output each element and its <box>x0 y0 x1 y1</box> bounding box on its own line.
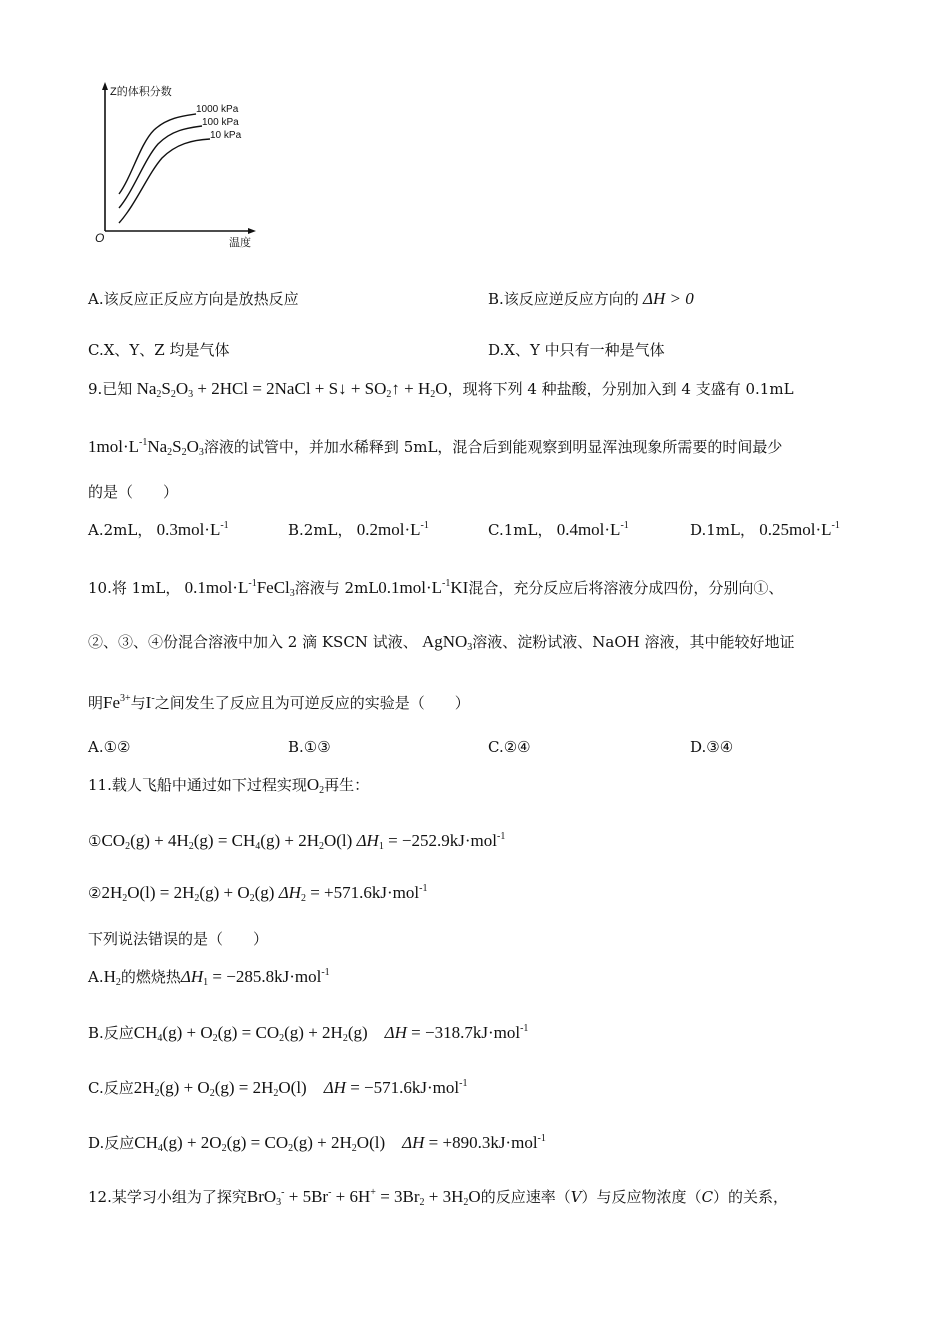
q10-fe3: $Fe^{3+}$ <box>103 693 131 712</box>
q8-option-a: A.该反应正反应方向是放热反应 <box>88 290 299 308</box>
q8-option-b-formula: ΔH > 0 <box>638 289 694 308</box>
x-axis-label: 温度 <box>229 237 251 249</box>
q11-option-c-label: C.反应 <box>88 1079 134 1097</box>
q9-line-1 <box>88 378 794 406</box>
q12-equation: $BrO_3^- + 5Br^- + 6H^+ = 3Br_2 + 3H_2O$ <box>246 1187 481 1208</box>
q11-reaction-2-formula: $2H_2O(l) = 2H_2(g) + O_2(g) \Delta H_2 = +571.6kJ\cdot mol^{-1}$ <box>101 883 428 904</box>
q11-reaction-2 <box>88 878 427 910</box>
q9-option-a-conc: $0.3mol\cdot L^{-1}$ <box>152 520 229 539</box>
q10-option-d: D.③④ <box>690 738 734 756</box>
q11-option-d-label: D.反应 <box>88 1134 135 1152</box>
y-axis-label: Z的体积分数 <box>110 86 172 98</box>
q9-option-d-label: D.1mL， <box>690 521 755 539</box>
q9-text-3: 溶液的试管中，并加水稀释到 5mL，混合后到能观察到明显浑浊现象所需要的时间最少 <box>203 438 783 456</box>
q8-option-b-text: B.该反应逆反应方向的 <box>488 290 639 308</box>
q11-option-b <box>88 1018 528 1050</box>
q10-fecl3: $0.1mol\cdot L^{-1}FeCl_3$ <box>180 578 295 599</box>
q11-prompt: 下列说法错误的是（ ） <box>88 930 269 948</box>
q9-option-c <box>488 515 629 541</box>
q11-line-1 <box>88 774 369 802</box>
q9-option-b-label: B.2mL， <box>288 521 353 539</box>
q11-reaction-1-formula: $CO_2(g) + 4H_2(g) = CH_4(g) + 2H_2O(l) \Delta H_1 = -252.9kJ\cdot mol^{-1}$ <box>101 831 506 852</box>
q10-text-4: ②、③、④份混合溶液中加入 2 滴 KSCN 试液、 <box>88 633 418 651</box>
q10-text-3: 混合，充分反应后将溶液分成四份，分别向①、 <box>468 579 784 597</box>
q9-text-1: 9.已知 <box>88 380 133 398</box>
q9-line-2 <box>88 432 782 464</box>
q9-conc: $1mol\cdot L^{-1}Na_2S_2O_3$ <box>88 437 204 458</box>
q10-option-c: C.②④ <box>488 738 531 756</box>
q9-option-a-label: A.2mL， <box>88 521 153 539</box>
q10-text-6: 明 <box>88 694 104 712</box>
curve-1000kpa <box>119 114 196 194</box>
q12-line-1 <box>88 1182 788 1214</box>
q11-text-2: 再生： <box>324 776 370 794</box>
q10-agno3: AgNO$_3$ <box>417 632 473 653</box>
q11-option-c <box>88 1073 467 1105</box>
q11-option-c-formula: $2H_2(g) + O_2(g) = 2H_2O(l)$ ΔH = −571.6kJ·mol$^{-1}$ <box>133 1078 468 1099</box>
legend-1000kpa: 1000 kPa <box>196 104 239 115</box>
q12-text-3: ）与反应物浓度（ <box>581 1188 702 1206</box>
q12-c: C <box>701 1188 714 1206</box>
q11-marker-1: ① <box>88 832 102 850</box>
curve-100kpa <box>119 126 202 208</box>
q10-iodide: I- <box>145 693 155 712</box>
q12-v: V <box>570 1188 582 1206</box>
q8-option-b <box>488 288 694 310</box>
q10-option-a: A.①② <box>88 738 131 756</box>
q9-option-a <box>88 515 229 541</box>
curve-10kpa <box>119 139 210 223</box>
q11-option-d <box>88 1128 546 1160</box>
q10-option-b: B.①③ <box>288 738 331 756</box>
q11-option-a-text: 的燃烧热 <box>120 968 181 986</box>
q9-option-b-conc: $0.2mol\cdot L^{-1}$ <box>352 520 429 539</box>
q8-option-c: C.X、Y、Z 均是气体 <box>88 341 230 359</box>
q11-reaction-1 <box>88 826 505 858</box>
q9-option-d-conc: $0.25mol\cdot L^{-1}$ <box>755 520 840 539</box>
q10-ki: $0.1mol\cdot L^{-1}KI$ <box>378 578 469 597</box>
q10-text-5: 溶液、淀粉试液、NaOH 溶液，其中能较好地证 <box>472 633 795 651</box>
q10-text-7: 与 <box>130 694 146 712</box>
legend-10kpa: 10 kPa <box>210 130 242 141</box>
q11-marker-2: ② <box>88 884 102 902</box>
q8-option-d: D.X、Y 中只有一种是气体 <box>488 341 665 359</box>
q9-option-d <box>690 515 840 541</box>
q10-text-8: 之间发生了反应且为可逆反应的实验是（ ） <box>154 694 470 712</box>
q10-line-1 <box>88 573 783 605</box>
q11-option-a-label: A. <box>88 968 104 986</box>
x-axis-arrow <box>248 228 256 234</box>
q10-text-2: 溶液与 2mL <box>294 579 379 597</box>
q10-line-3 <box>88 688 470 714</box>
pressure-temperature-chart <box>92 78 262 250</box>
q9-option-b <box>288 515 429 541</box>
q11-option-a-h2: $H_2$ <box>103 967 121 988</box>
q9-text-2: ，现将下列 4 种盐酸，分别加入到 4 支盛有 0.1mL <box>447 380 794 398</box>
q11-option-a <box>88 962 330 994</box>
q12-text-1: 12.某学习小组为了探究 <box>88 1188 247 1206</box>
origin-label: O <box>95 231 105 245</box>
q11-option-d-formula: $CH_4(g) + 2O_2(g) = CO_2(g) + 2H_2O(l)$ ΔH = +890.3kJ·mol$^{-1}$ <box>134 1133 546 1154</box>
q9-option-c-label: C.1mL， <box>488 521 553 539</box>
q9-equation: $Na_2S_2O_3 + 2HCl$ = 2NaCl + S↓ + $SO_2↑ + H_2O$ <box>132 379 448 400</box>
q10-line-2 <box>88 631 795 659</box>
q11-text-1: 11.载人飞船中通过如下过程实现 <box>88 776 307 794</box>
q11-option-b-label: B.反应 <box>88 1024 134 1042</box>
q12-text-2: 的反应速率（ <box>480 1188 571 1206</box>
q12-text-4: ）的关系， <box>713 1188 789 1206</box>
q10-text-1: 10.将 1mL， <box>88 579 181 597</box>
q11-o2: $O_2$ <box>306 775 325 796</box>
q9-option-c-conc: $0.4mol\cdot L^{-1}$ <box>552 520 629 539</box>
q11-option-b-formula: $CH_4(g) + O_2(g) = CO_2(g) + 2H_2(g)$ ΔH = −318.7kJ·mol$^{-1}$ <box>133 1023 529 1044</box>
y-axis-arrow <box>102 82 108 90</box>
q9-line-3: 的是（ ） <box>88 483 179 501</box>
q11-option-a-formula: $\Delta H_1 = -285.8kJ\cdot mol^{-1}$ <box>180 967 330 988</box>
legend-100kpa: 100 kPa <box>202 117 239 128</box>
